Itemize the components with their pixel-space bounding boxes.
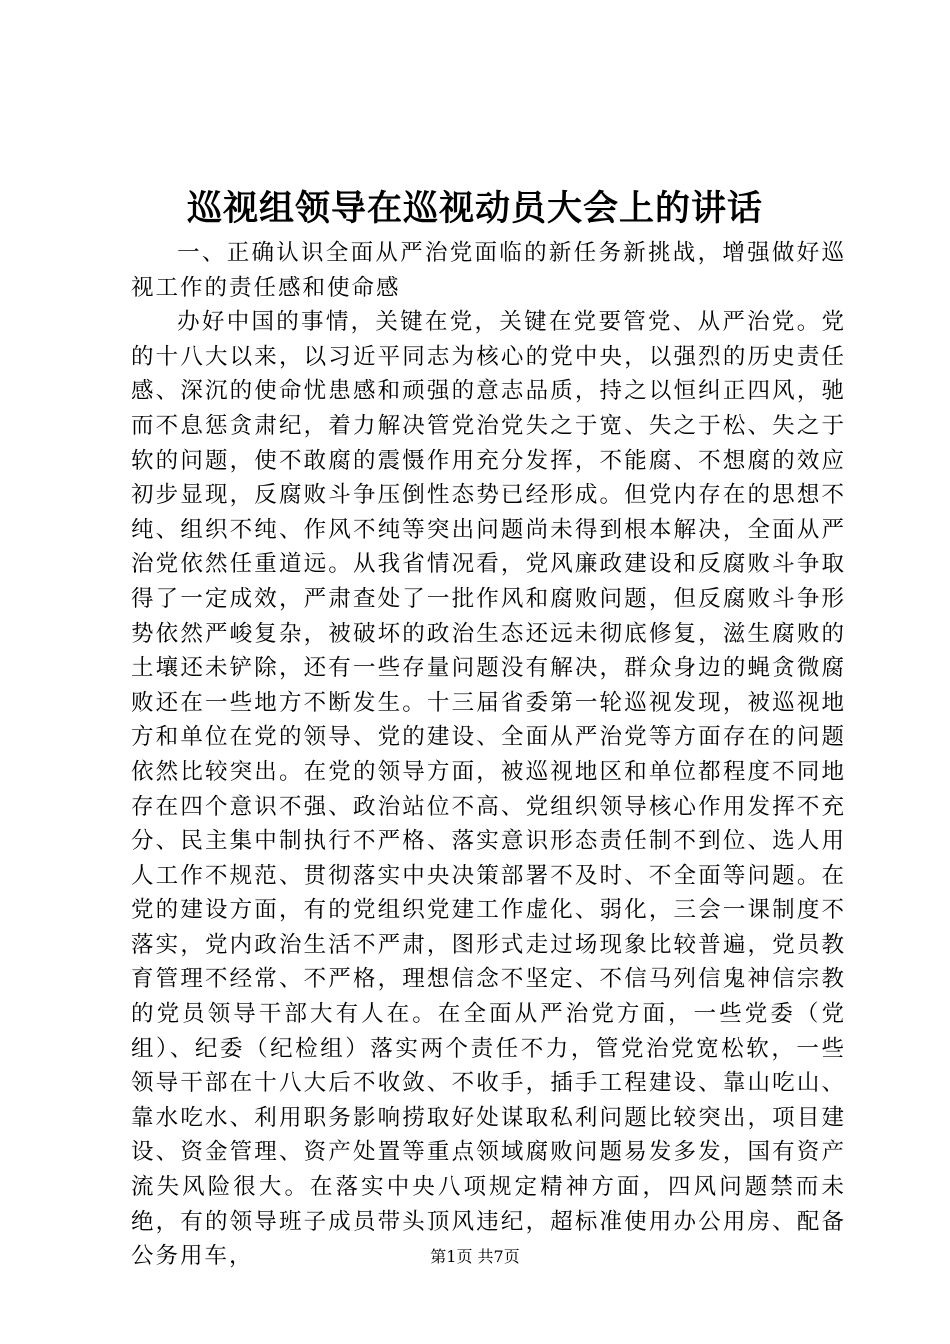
document-title: 巡视组领导在巡视动员大会上的讲话 — [186, 188, 763, 229]
page-footer: 第1页 共7页 — [430, 1247, 520, 1266]
body-paragraph: 办好中国的事情，关键在党，关键在党要管党、从严治党。党的十八大以来，以习近平同志为核心的党中央，以强烈的历史责任感、深沉的使命忧患感和顽强的意志品质，持之以恒纠正四风，驰而不息惩贪肃纪，着力解决管党治党失之于宽、失之于松、失之于软的问题，使不敢腐的震慑作用充分发挥，不能腐、不想腐的效应初步显现，反腐败斗争压倒性态势已经形成。但党内存在的思想不纯、组织不纯、作风不纯等突出问题尚未得到根本解决，全面从严治党依然任重道远。从我省情况看，党风廉政建设和反腐败斗争取得了一定成效，严肃查处了一批作风和腐败问题，但反腐败斗争形势依然严峻复杂，被破坏的政治生态还远未彻底修复，滋生腐败的土壤还未铲除，还有一些存量问题没有解决，群众身边的蝇贪微腐败还在一些地方不断发生。十三届省委第一轮巡视发现，被巡视地方和单位在党的领导、党的建设、全面从严治党等方面存在的问题依然比较突出。在党的领导方面，被巡视地区和单位都程度不同地存在四个意识不强、政治站位不高、党组织领导核心作用发挥不充分、民主集中制执行不严格、落实意识形态责任制不到位、选人用人工作不规范、贯彻落实中央决策部署不及时、不全面等问题。在党的建设方面，有的党组织党建工作虚化、弱化，三会一课制度不落实，党内政治生活不严肃，图形式走过场现象比较普遍，党员教育管理不经常、不严格，理想信念不坚定、不信马列信鬼神信宗教的党员领导干部大有人在。在全面从严治党方面，一些党委（党组）、纪委（纪检组）落实两个责任不力，管党治党宽松软，一些领导干部在十八大后不收敛、不收手，插手工程建设、靠山吃山、靠水吃水、利用职务影响捞取好处谋取私利问题比较突出，项目建设、资金管理、资产处置等重点领域腐败问题易发多发，国有资产流失风险很大。在落实中央八项规定精神方面，四风问题禁而未绝，有的领导班子成员带头顶风违纪，超标准使用办公用房、配备公务用车， — [131, 309, 846, 1270]
section-heading: 一、正确认识全面从严治党面临的新任务新挑战，增强做好巡视工作的责任感和使命感 — [131, 240, 846, 301]
document-body — [131, 236, 846, 1274]
